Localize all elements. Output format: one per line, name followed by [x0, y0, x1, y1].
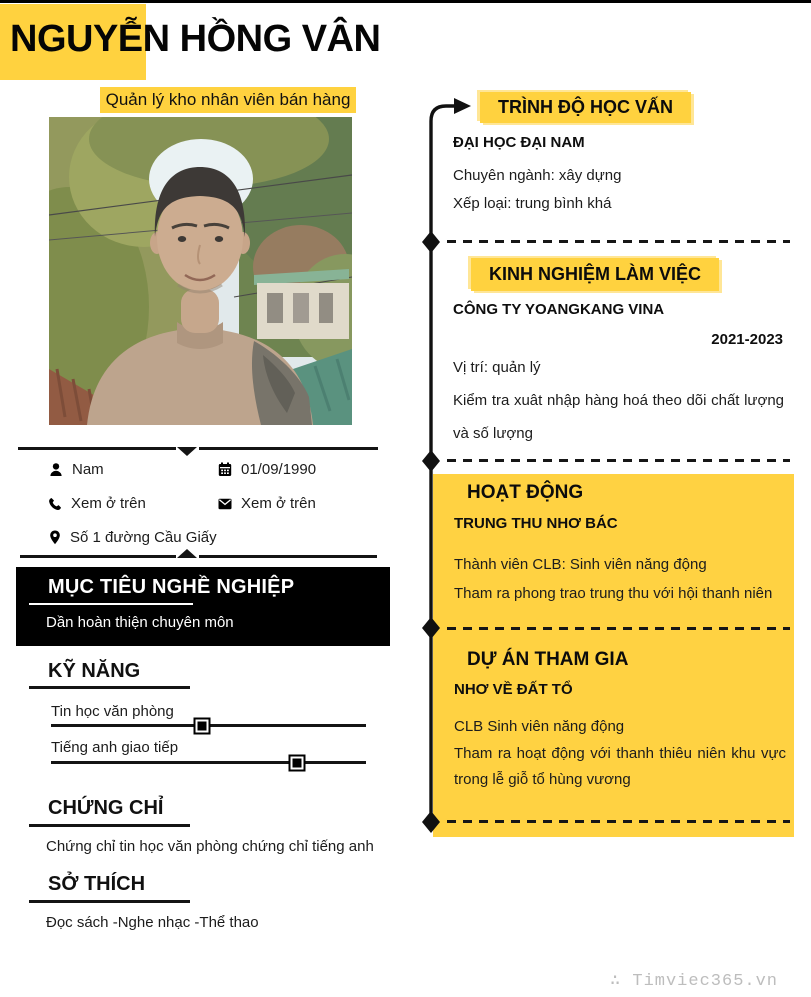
calendar-icon	[218, 462, 232, 477]
divider-triangle-up	[177, 549, 197, 558]
skill-slider-0	[51, 724, 366, 727]
education-major: Chuyên ngành: xây dựng	[453, 167, 622, 184]
projects-org: NHƠ VỀ ĐẤT TỔ	[454, 681, 573, 698]
top-black-strip	[0, 0, 811, 3]
profile-photo-illustration	[49, 117, 352, 425]
candidate-name: NGUYỄN HỒNG VÂN	[10, 18, 381, 60]
activities-line-1: Thành viên CLB: Sinh viên năng động	[454, 556, 707, 573]
timeline-arrow-icon	[454, 98, 471, 114]
info-phone-value: Xem ở trên	[71, 495, 146, 512]
info-address	[49, 529, 217, 546]
info-address-value: Số 1 đường Cầu Giấy	[70, 529, 217, 546]
info-divider-top-left	[18, 447, 176, 450]
skill-slider-handle-1[interactable]	[288, 754, 305, 771]
divider-triangle-down	[177, 447, 197, 456]
info-gender	[49, 461, 104, 478]
projects-line-2: Tham ra hoạt động với thanh thiêu niên khu vực trong lễ giỗ tổ hùng vương	[454, 745, 786, 788]
phone-icon	[48, 497, 62, 511]
profile-photo	[49, 117, 352, 425]
objective-underline	[29, 603, 193, 605]
hobbies-title: SỞ THÍCH	[48, 873, 146, 895]
separator-dashed-4	[447, 820, 790, 823]
separator-dashed-1	[447, 240, 790, 243]
info-phone	[48, 495, 146, 512]
email-icon	[218, 498, 232, 510]
certificates-title: CHỨNG CHỈ	[48, 797, 164, 819]
skill-slider-handle-0[interactable]	[194, 717, 211, 734]
hobbies-underline	[29, 900, 190, 903]
info-email	[218, 495, 316, 512]
separator-dashed-3	[447, 627, 790, 630]
location-icon	[49, 530, 61, 545]
separator-dashed-2	[447, 459, 790, 462]
info-birthdate	[218, 461, 316, 478]
timeline-diamond-1	[422, 231, 440, 253]
education-grade: Xếp loại: trung bình khá	[453, 195, 612, 212]
objective-title: MỤC TIÊU NGHỀ NGHIỆP	[48, 576, 295, 598]
info-email-value: Xem ở trên	[241, 495, 316, 512]
certificates-text: Chứng chỉ tin học văn phòng chứng chỉ tiếng anh	[46, 838, 374, 855]
objective-section	[16, 567, 390, 646]
hobbies-text: Đọc sách -Nghe nhạc -Thể thao	[46, 914, 259, 931]
info-divider-bottom-right	[199, 555, 377, 558]
skill-slider-1	[51, 761, 366, 764]
job-title: Quản lý kho nhân viên bán hàng	[100, 87, 356, 113]
education-title: TRÌNH ĐỘ HỌC VẤN	[480, 92, 691, 123]
timeline-diamond-2	[422, 450, 440, 472]
experience-period: 2021-2023	[711, 331, 783, 348]
skills-underline	[29, 686, 190, 689]
experience-position: Vị trí: quản lý	[453, 359, 541, 376]
experience-company: CÔNG TY YOANGKANG VINA	[453, 301, 665, 318]
activities-title: HOẠT ĐỘNG	[467, 482, 584, 503]
watermark-link[interactable]: ∴ Timviec365.vn	[609, 972, 778, 991]
projects-title: DỰ ÁN THAM GIA	[467, 649, 629, 670]
skill-label-0: Tin học văn phòng	[51, 703, 174, 720]
info-birthdate-value: 01/09/1990	[241, 461, 317, 478]
info-divider-top-right	[199, 447, 378, 450]
projects-line-1: CLB Sinh viên năng động	[454, 718, 625, 735]
education-school: ĐẠI HỌC ĐẠI NAM	[453, 134, 585, 151]
timeline-diamond-4	[422, 811, 440, 833]
certificates-underline	[29, 824, 190, 827]
info-divider-bottom-left	[20, 555, 176, 558]
activities-line-2: Tham ra phong trao trung thu với hội thanh niên	[454, 585, 773, 602]
experience-description: Kiểm tra xuât nhập hàng hoá theo dõi chất lượng và số lượng	[453, 392, 784, 442]
experience-title: KINH NGHIỆM LÀM VIỆC	[471, 258, 719, 291]
activities-lines	[454, 550, 789, 608]
info-gender-value: Nam	[72, 461, 104, 478]
objective-text: Dần hoàn thiện chuyên môn	[46, 614, 234, 631]
activities-org: TRUNG THU NHƠ BÁC	[454, 515, 618, 532]
person-icon	[49, 462, 63, 477]
skill-label-1: Tiếng anh giao tiếp	[51, 739, 179, 756]
timeline-diamond-3	[422, 617, 440, 639]
skills-title: KỸ NĂNG	[48, 660, 141, 682]
projects-body	[454, 718, 786, 793]
